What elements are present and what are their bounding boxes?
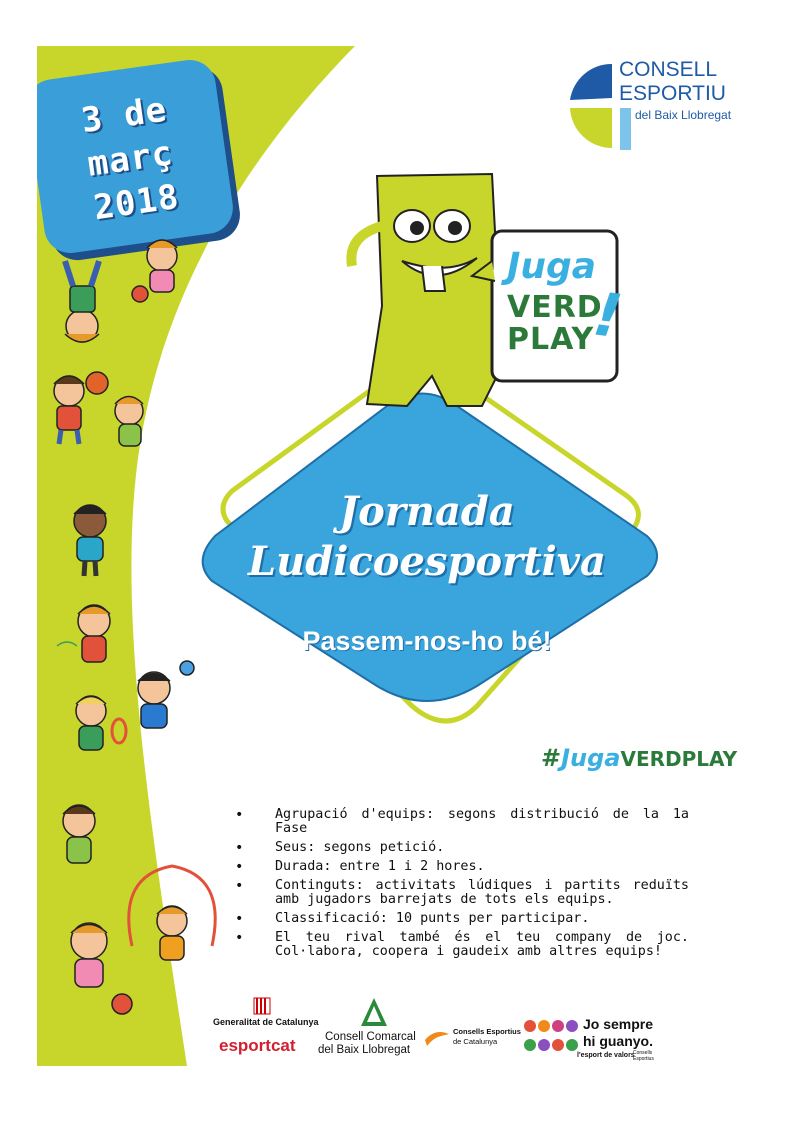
info-item-text: Continguts: activitats lúdiques i partits reduïts amb jugadors barrejats de tots els equips. [275,878,689,907]
date-line-1: 3 de [78,89,170,142]
logo-line-3: del Baix Llobregat [635,108,732,122]
mascot-sign-excl: ! [589,279,627,353]
values-dots-icon [523,1018,579,1054]
title-line-1: Jornada [339,488,515,535]
footer-jo-sempre-2: hi guanyo. [583,1033,653,1049]
date-line-2: març [85,133,176,185]
list-item: • Durada: entre 1 i 2 hores. [235,859,485,875]
list-item: • Agrupació d'equips: segons distribució de la 1a Fase [235,807,689,836]
info-item-text: Seus: segons petició. [275,840,445,855]
list-item: • El teu rival també és el teu company de joc. Col·labora, coopera i gaudeix amb altres equips! [235,930,689,959]
footer-esportcat [219,1036,296,1056]
tree-icon [359,996,389,1030]
footer-consell-comarcal-1: Consell Comarcal [325,1031,416,1043]
logo-line-2: ESPORTIU [619,82,726,105]
hashtag-verdplay: VERDPLAY [620,747,738,771]
footer-consells-esportius-2: de Catalunya [453,1037,498,1046]
mascot-sign-verd: VERD [507,290,603,325]
list-item: • Continguts: activitats lúdiques i partits reduïts amb jugadors barrejats de tots els equips. [235,878,689,907]
arrow-icon [423,1026,451,1048]
title-line-2: Ludicoesportiva [248,538,606,585]
info-item-text: Classificació: 10 punts per participar. [275,911,590,926]
title-block [177,376,677,706]
footer-generalitat: Generalitat de Catalunya [213,1017,319,1027]
info-item-text: El teu rival també és el teu company de joc. Col·labora, coopera i gaudeix amb altres equips! [275,930,689,959]
mascot-sign-play: PLAY [507,322,595,357]
hashtag-juga: Juga [561,744,621,772]
footer-consells-small: Consells Esportius [633,1050,654,1062]
footer-consells-esportius-1: Consells Esportius [453,1027,521,1036]
logo-line-1: CONSELL [619,58,718,81]
hashtag-hash: # [541,744,562,772]
hashtag [541,744,737,772]
esportcat-a: esport [219,1036,271,1055]
info-list [227,808,689,964]
footer-consell-comarcal-2: del Baix Llobregat [318,1044,411,1056]
poster [37,46,755,1066]
info-item-text: Agrupació d'equips: segons distribució de la 1a Fase [275,807,689,836]
list-item: • Classificació: 10 punts per participar. [235,911,590,927]
info-item-text: Durada: entre 1 i 2 hores. [275,859,485,874]
subtitle: Passem-nos-ho bé! [302,626,552,656]
list-item: • Seus: segons petició. [235,840,445,856]
generalitat-flag-icon [252,996,272,1016]
mascot-sign-juga: Juga [507,246,597,287]
esportcat-b: cat [270,1036,296,1055]
footer-esport-valors: l'esport de valors [577,1052,635,1059]
date-line-3: 2018 [91,176,182,229]
footer-jo-sempre-1: Jo sempre [583,1016,654,1032]
